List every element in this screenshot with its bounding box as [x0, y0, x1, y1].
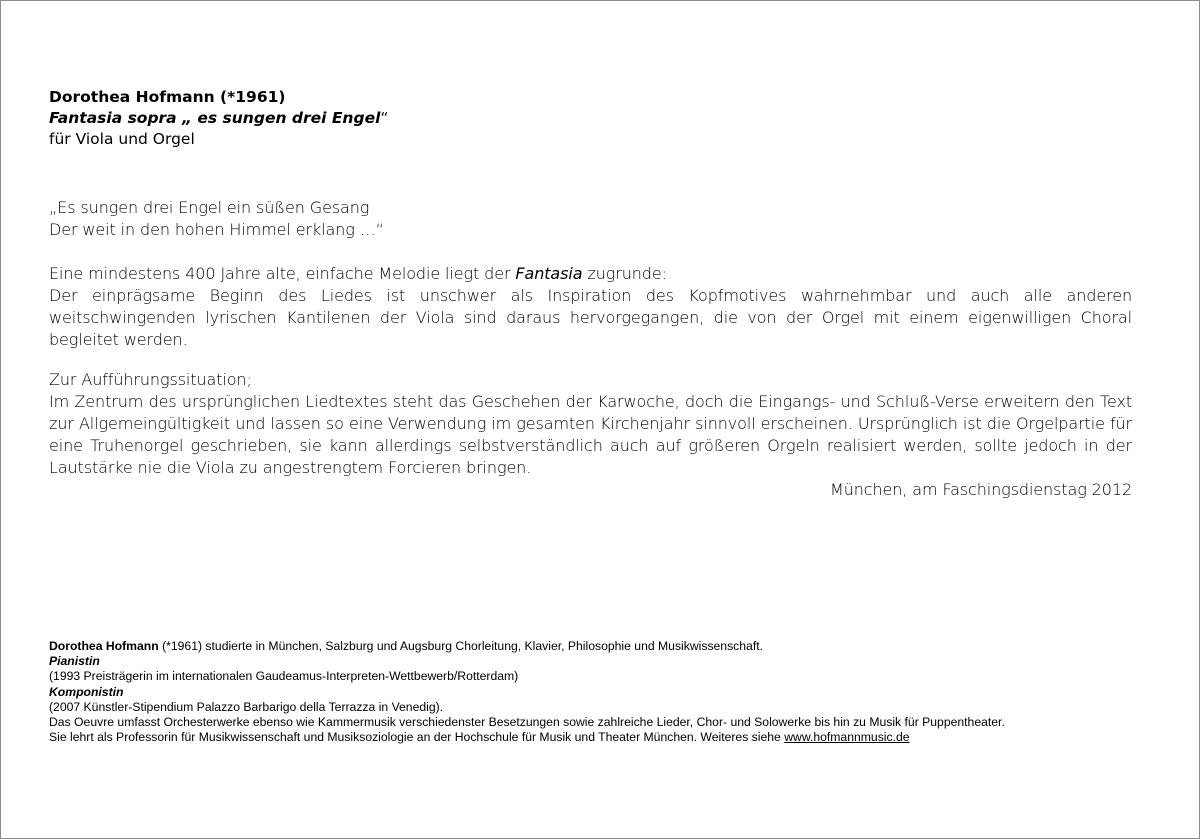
intro-line — [49, 263, 1132, 285]
bio-oeuvre: Das Oeuvre umfasst Orchesterwerke ebenso wie Kammermusik verschiedenster Besetzungen sowie zahlreiche Lieder, Chor- und Solowerke bis hin zu Musik für Puppentheater. — [49, 715, 1005, 730]
work-title-quote: “ — [380, 109, 389, 127]
performance-paragraph: Im Zentrum des ursprünglichen Liedtextes steht das Geschehen der Karwoche, doch die Eingangs- und Schluß-Verse erweitern den Text zur Allgemeingültigkeit und lassen so eine Verwendung im gesamten Kirchenjahr sinnvoll erscheinen. Ursprünglich ist die Orgelpartie für eine Truhenorgel geschrieben, sie kann allerdings selbstverständlich auch auf größeren Orgeln realisiert werden, sollte jedoch in der Lautstärke nie die Viola zu angestrengtem Forcieren bringen. — [49, 392, 1132, 477]
intro-paragraph: Der einprägsame Beginn des Liedes ist unschwer als Inspiration des Kopfmotives wahrnehmbar und auch alle anderen weitschwingenden lyrischen Kantilenen der Viola sind daraus hervorgegangen, die von der Orgel mit einem eigenwilligen Choral begleitet werden. — [49, 286, 1132, 349]
work-title-text: Fantasia sopra „ es sungen drei Engel — [49, 109, 381, 127]
bio-role-pianist-detail: (1993 Preisträgerin im internationalen Gaudeamus-Interpreten-Wettbewerb/Rotterdam) — [49, 669, 519, 684]
biography — [49, 639, 1149, 745]
intro-text-italic: Fantasia — [515, 264, 583, 283]
intro-text-after: zugrunde: — [582, 264, 667, 283]
signature-line: München, am Faschingsdienstag 2012 — [830, 480, 1132, 499]
bio-name: Dorothea Hofmann — [49, 639, 159, 653]
bio-role-composer: Komponistin — [49, 684, 124, 699]
bio-teaching — [49, 730, 1149, 745]
composer-name: Dorothea Hofmann (*1961) — [49, 88, 286, 106]
bio-role-pianist: Pianistin — [49, 654, 100, 669]
bio-teaching-text: Sie lehrt als Professorin für Musikwissenschaft und Musiksoziologie an der Hochschule für Musik und Theater München. Weiteres siehe — [49, 730, 785, 745]
website-link[interactable]: www.hofmannmusic.de — [784, 730, 910, 745]
performance-heading: Zur Aufführungssituation; — [49, 370, 252, 389]
bio-role-composer-detail: (2007 Künstler-Stipendium Palazzo Barbarigo della Terrazza in Venedig). — [49, 699, 444, 714]
work-header — [49, 87, 388, 150]
intro-text-before: Eine mindestens 400 Jahre alte, einfache Melodie liegt der — [49, 264, 516, 283]
quote-line-2: Der weit in den hohen Himmel erklang …“ — [49, 220, 384, 239]
bio-line-1-rest: (*1961) studierte in München, Salzburg und Augsburg Chorleitung, Klavier, Philosophie und Musikwissenschaft. — [158, 639, 763, 653]
quote-line-1: „Es sungen drei Engel ein süßen Gesang — [49, 198, 370, 217]
program-note — [49, 197, 1132, 501]
work-title — [49, 108, 388, 129]
bio-line-1 — [49, 639, 1149, 654]
work-instrumentation: für Viola und Orgel — [49, 130, 195, 148]
